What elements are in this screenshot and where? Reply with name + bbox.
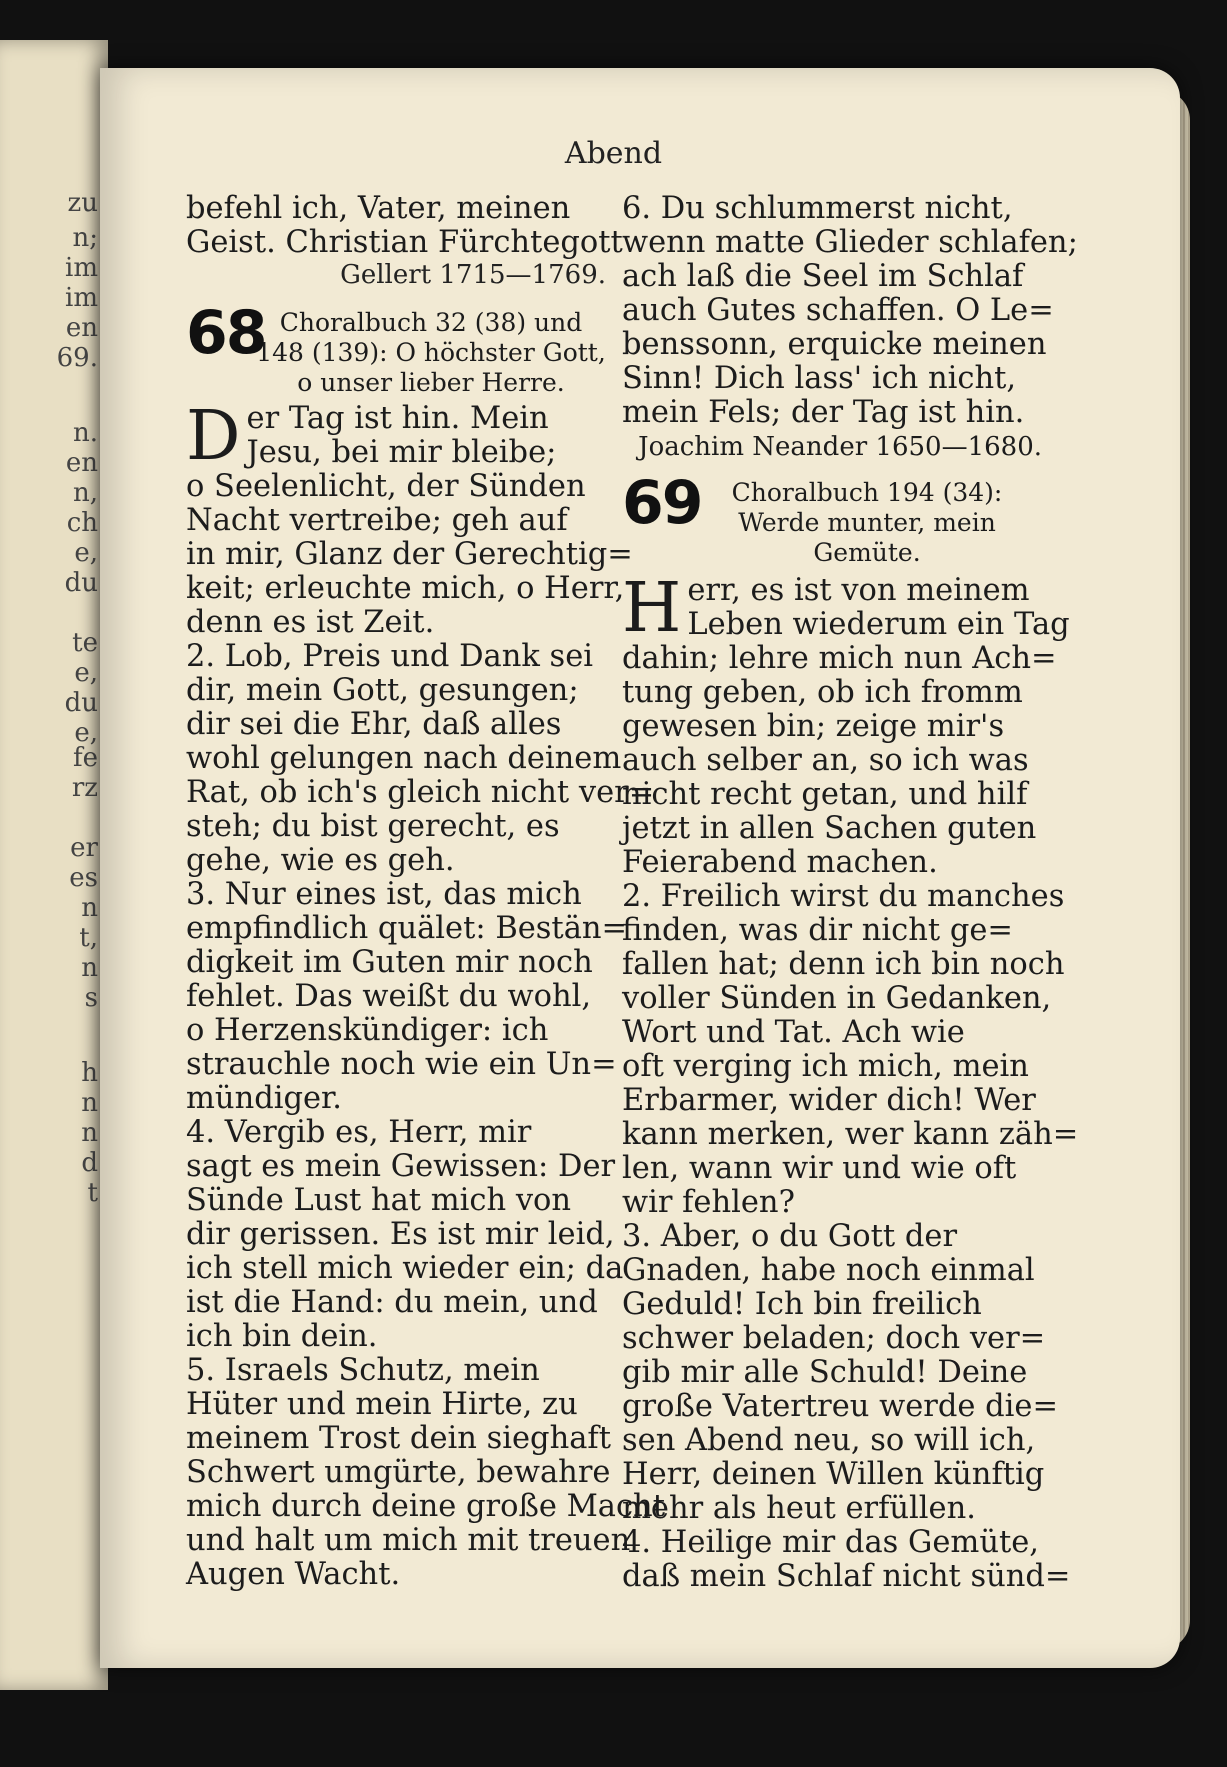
text-line: Schwert umgürte, bewahre: [186, 1455, 611, 1490]
text-line: 4. Heilige mir das Gemüte,: [622, 1525, 1039, 1560]
margin-fragment: n.: [72, 418, 98, 448]
text-line: 6. Du schlummerst nicht,: [622, 191, 1013, 226]
margin-fragment: es: [69, 863, 98, 893]
margin-fragment: s: [84, 983, 98, 1013]
text-line: jetzt in allen Sachen guten: [622, 811, 1037, 846]
text-line: wenn matte Glieder schlafen;: [622, 225, 1078, 260]
dropcap: D: [186, 397, 241, 476]
choral-line: Werde munter, mein: [738, 508, 996, 537]
text-line: daß mein Schlaf nicht sünd=: [622, 1559, 1071, 1594]
text-line: denn es ist Zeit.: [186, 605, 435, 640]
text-line: Leben wiederum ein Tag: [687, 607, 1070, 642]
text-line: auch selber an, so ich was: [622, 743, 1029, 778]
margin-fragment: n: [81, 1088, 98, 1118]
text-line: er Tag ist hin. Mein: [246, 401, 549, 436]
text-line: fallen hat; denn ich bin noch: [622, 947, 1065, 982]
text-line: Herr, deinen Willen künftig: [622, 1457, 1045, 1492]
text-line: o Seelenlicht, der Sünden: [186, 469, 586, 504]
text-line: 3. Aber, o du Gott der: [622, 1219, 958, 1254]
margin-fragment: zu: [67, 188, 98, 218]
margin-fragment: n: [81, 953, 98, 983]
left-page: [0, 40, 108, 1690]
margin-fragment: ch: [66, 508, 98, 538]
dropcap: H: [622, 569, 682, 648]
margin-fragment: im: [65, 253, 98, 283]
text-line: Rat, ob ich's gleich nicht ver=: [186, 775, 655, 810]
margin-fragment: d: [81, 1148, 98, 1178]
margin-fragment: du: [64, 688, 98, 718]
text-line: gib mir alle Schuld! Deine: [622, 1355, 1028, 1390]
text-line: o Herzenskündiger: ich: [186, 1013, 549, 1048]
margin-fragment: t,: [79, 923, 98, 953]
text-line: Augen Wacht.: [186, 1557, 401, 1592]
margin-fragment: rz: [71, 773, 98, 803]
text-line: gewesen bin; zeige mir's: [622, 709, 1005, 744]
margin-fragment: h: [81, 1058, 98, 1088]
margin-fragment: e,: [74, 538, 98, 568]
text-line: Sünde Lust hat mich von: [186, 1183, 572, 1218]
text-line: ist die Hand: du mein, und: [186, 1285, 598, 1320]
margin-fragment: te: [72, 628, 98, 658]
text-line: len, wann wir und wie oft: [622, 1151, 1017, 1186]
choral-line: Gemüte.: [813, 538, 921, 567]
left-column: [186, 191, 665, 1592]
text-line: finden, was dir nicht ge=: [622, 913, 1013, 948]
text-line: befehl ich, Vater, meinen: [186, 191, 571, 226]
margin-fragment: du: [64, 568, 98, 598]
text-line: 2. Lob, Preis und Dank sei: [186, 639, 593, 674]
text-line: digkeit im Guten mir noch: [186, 945, 593, 980]
margin-fragment: n,: [72, 478, 98, 508]
text-line: wohl gelungen nach deinem: [186, 741, 622, 776]
choral-line: Choralbuch 32 (38) und: [279, 308, 583, 337]
text-line: Jesu, bei mir bleibe;: [246, 435, 557, 470]
choral-line: 148 (139): O höchster Gott,: [256, 338, 606, 367]
choral-reference: [692, 478, 1042, 568]
margin-fragment: t: [87, 1178, 98, 1208]
text-line: Nacht vertreibe; geh auf: [186, 503, 568, 538]
text-line: auch Gutes schaffen. O Le=: [622, 293, 1054, 328]
text-line: schwer beladen; doch ver=: [622, 1321, 1046, 1356]
text-line: Geist. Christian Fürchtegott: [186, 225, 623, 260]
text-line: mündiger.: [186, 1081, 342, 1116]
page-header: Abend: [564, 136, 663, 171]
text-line: meinem Trost dein sieghaft: [186, 1421, 611, 1456]
hymn-69: [622, 468, 1079, 1594]
text-line: Erbarmer, wider dich! Wer: [622, 1083, 1036, 1118]
margin-fragment: en: [65, 448, 98, 478]
text-line: Wort und Tat. Ach wie: [622, 1015, 965, 1050]
text-line: Feierabend machen.: [622, 845, 938, 880]
text-line: kann merken, wer kann zäh=: [622, 1117, 1079, 1152]
text-line: 4. Vergib es, Herr, mir: [186, 1115, 532, 1150]
margin-fragment: im: [65, 283, 98, 313]
margin-fragment: n: [81, 893, 98, 923]
text-line: voller Sünden in Gedanken,: [622, 981, 1052, 1016]
text-line: dahin; lehre mich nun Ach=: [622, 641, 1057, 676]
author-line: Joachim Neander 1650—1680.: [638, 432, 1042, 462]
text-line: dir sei die Ehr, daß alles: [186, 707, 562, 742]
text-line: keit; erleuchte mich, o Herr,: [186, 571, 625, 606]
margin-fragment: er: [70, 833, 98, 863]
margin-fragment: n: [81, 1118, 98, 1148]
verse-6: [622, 191, 1078, 430]
hymn-69-verses: [622, 641, 1079, 1594]
margin-fragment: 69.: [56, 343, 98, 373]
text-line: fehlet. Das weißt du wohl,: [186, 979, 592, 1014]
hymn-number: 68: [186, 298, 266, 368]
text-line: wir fehlen?: [622, 1185, 795, 1220]
margin-fragment: e,: [74, 718, 98, 748]
text-line: strauchle noch wie ein Un=: [186, 1047, 617, 1082]
text-line: 5. Israels Schutz, mein: [186, 1353, 540, 1388]
text-line: nicht recht getan, und hilf: [622, 777, 1028, 812]
text-line: Gnaden, habe noch einmal: [622, 1253, 1035, 1288]
text-line: 2. Freilich wirst du manches: [622, 879, 1065, 914]
margin-fragment: e,: [74, 658, 98, 688]
text-line: err, es ist von meinem: [687, 573, 1030, 608]
text-line: Sinn! Dich lass' ich nicht,: [622, 361, 1017, 396]
choral-reference: [256, 308, 606, 398]
margin-fragment: fe: [72, 743, 98, 773]
author-line: Gellert 1715—1769.: [340, 260, 606, 290]
text-line: empfindlich quälet: Bestän=: [186, 911, 628, 946]
text-line: Hüter und mein Hirte, zu: [186, 1387, 578, 1422]
text-line: benssonn, erquicke meinen: [622, 327, 1047, 362]
text-line: mein Fels; der Tag ist hin.: [622, 395, 1025, 430]
text-line: Geduld! Ich bin freilich: [622, 1287, 982, 1322]
hymn-number: 69: [622, 468, 702, 538]
choral-line: Choralbuch 194 (34):: [731, 478, 1003, 507]
text-line: 3. Nur eines ist, das mich: [186, 877, 582, 912]
text-line: sagt es mein Gewissen: Der: [186, 1149, 616, 1184]
text-line: dir gerissen. Es ist mir leid,: [186, 1217, 615, 1252]
text-line: oft verging ich mich, mein: [622, 1049, 1029, 1084]
text-line: gehe, wie es geh.: [186, 843, 455, 878]
text-line: mich durch deine große Macht: [186, 1489, 665, 1524]
text-line: sen Abend neu, so will ich,: [622, 1423, 1036, 1458]
margin-fragment: en: [65, 313, 98, 343]
text-line: und halt um mich mit treuen: [186, 1523, 631, 1558]
text-line: ich stell mich wieder ein; da: [186, 1251, 624, 1286]
text-line: tung geben, ob ich fromm: [622, 675, 1023, 710]
margin-fragment: n;: [72, 223, 98, 253]
text-line: steh; du bist gerecht, es: [186, 809, 560, 844]
text-line: in mir, Glanz der Gerechtig=: [186, 537, 633, 572]
text-line: ich bin dein.: [186, 1319, 378, 1354]
choral-line: o unser lieber Herre.: [297, 368, 565, 397]
text-line: große Vatertreu werde die=: [622, 1389, 1058, 1424]
text-line: dir, mein Gott, gesungen;: [186, 673, 579, 708]
text-line: ach laß die Seel im Schlaf: [622, 259, 1024, 294]
right-column: [622, 191, 1079, 1594]
text-line: mehr als heut erfüllen.: [622, 1491, 976, 1526]
